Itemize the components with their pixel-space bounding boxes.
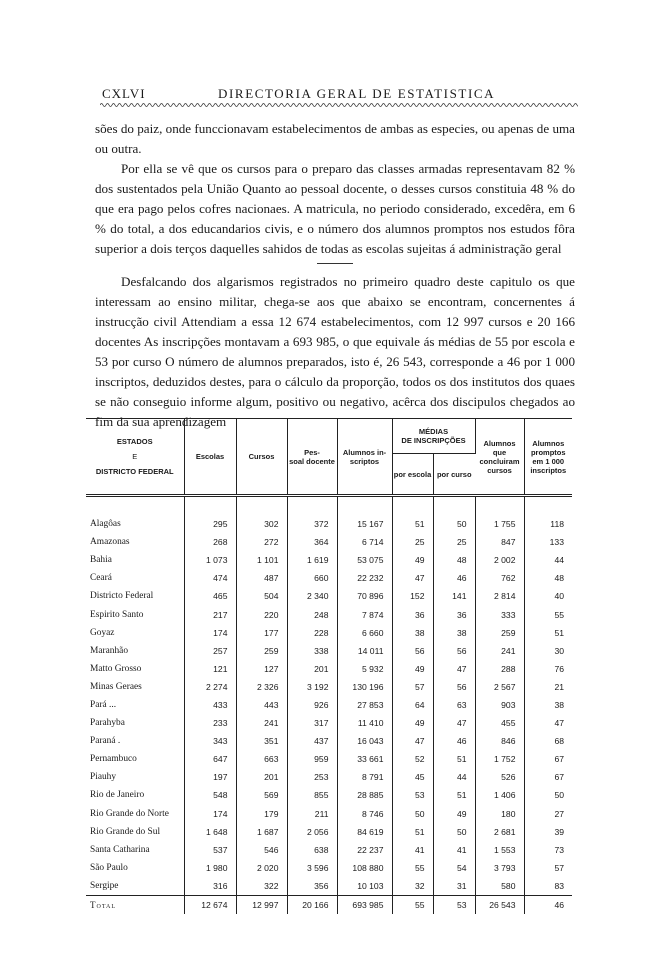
cell-por-escola: 55 (392, 859, 433, 877)
cell-docentes: 3 192 (287, 678, 337, 696)
table-body (86, 496, 572, 915)
cell-por-escola: 56 (392, 642, 433, 660)
cell-por-curso: 63 (433, 696, 475, 714)
cell-inscriptos: 5 932 (337, 660, 392, 678)
cell-state: Rio Grande do Norte (86, 805, 184, 823)
cell-state: Piauhy (86, 768, 184, 786)
cell-escolas: 1 980 (184, 859, 236, 877)
cell-docentes: 2 340 (287, 587, 337, 605)
cell-por-escola: 55 (392, 895, 433, 914)
table-row (86, 551, 572, 569)
cell-state: Maranhão (86, 642, 184, 660)
cell-state: Rio de Janeiro (86, 786, 184, 804)
table-row (86, 642, 572, 660)
cell-concluiram: 3 793 (475, 859, 524, 877)
table-row (86, 750, 572, 768)
table-row (86, 678, 572, 696)
table-row (86, 587, 572, 605)
cell-docentes: 855 (287, 786, 337, 804)
table-row (86, 841, 572, 859)
cell-por-escola: 49 (392, 714, 433, 732)
cell-docentes: 338 (287, 642, 337, 660)
cell-cursos: 351 (236, 732, 287, 750)
cell-escolas: 2 274 (184, 678, 236, 696)
paragraph: sões do paiz, onde funccionavam estabelecimentos de ambas as especies, ou apenas de uma ou outra. (95, 121, 575, 156)
cell-concluiram: 259 (475, 624, 524, 642)
cell-concluiram: 2 002 (475, 551, 524, 569)
cell-por-curso: 56 (433, 678, 475, 696)
cell-docentes: 1 619 (287, 551, 337, 569)
header-por-curso: por curso (433, 454, 475, 496)
cell-docentes: 660 (287, 569, 337, 587)
cell-state: São Paulo (86, 859, 184, 877)
cell-concluiram: 180 (475, 805, 524, 823)
cell-concluiram: 1 752 (475, 750, 524, 768)
statistics-table-wrapper (86, 418, 572, 914)
cell-por-curso: 56 (433, 642, 475, 660)
header-alumnos-inscriptos: Alumnos in- scriptos (337, 419, 392, 496)
cell-escolas: 537 (184, 841, 236, 859)
cell-inscriptos: 6 660 (337, 624, 392, 642)
table-row (86, 605, 572, 623)
cell-por-curso: 53 (433, 895, 475, 914)
cell-escolas: 433 (184, 696, 236, 714)
cell-escolas: 316 (184, 877, 236, 896)
cell-por-mil: 21 (554, 681, 564, 692)
statistics-table (86, 418, 572, 914)
cell-por-curso: 38 (433, 624, 475, 642)
cell-concluiram: 2 681 (475, 823, 524, 841)
cell-inscriptos: 70 896 (337, 587, 392, 605)
table-row (86, 877, 572, 896)
table-row (86, 696, 572, 714)
cell-por-curso: 51 (433, 750, 475, 768)
cell-por-escola: 25 (392, 533, 433, 551)
cell-por-mil: 68 (554, 736, 564, 747)
cell-cursos: 12 997 (236, 895, 287, 914)
cell-state: Bahia (86, 551, 184, 569)
cell-por-escola: 49 (392, 660, 433, 678)
cell-por-mil: 133 (549, 537, 564, 548)
cell-por-escola: 50 (392, 805, 433, 823)
cell-state: Sergipe (86, 877, 184, 896)
cell-concluiram: 846 (475, 732, 524, 750)
cell-cursos: 487 (236, 569, 287, 587)
cell-por-escola: 36 (392, 605, 433, 623)
cell-docentes: 437 (287, 732, 337, 750)
cell-docentes: 248 (287, 605, 337, 623)
cell-concluiram: 847 (475, 533, 524, 551)
cell-state: Pernambuco (86, 750, 184, 768)
cell-inscriptos: 33 661 (337, 750, 392, 768)
cell-concluiram: 1 553 (475, 841, 524, 859)
cell-docentes: 364 (287, 533, 337, 551)
cell-por-mil: 55 (554, 609, 564, 620)
header-estados-line: ESTADOS (116, 437, 153, 446)
cell-cursos: 2 020 (236, 859, 287, 877)
cell-por-mil: 73 (554, 844, 564, 855)
cell-inscriptos: 22 232 (337, 569, 392, 587)
paragraph: Desfalcando dos algarismos registrados no primeiro quadro deste capitulo os que interessam ao ensino militar, chega-se aos que abaixo se encontram, concernentes á instrucção civil Attendiam a essa 12 674 estabelecimentos, com 12 997 cursos e 20 166 docentes As inscripções montavam a 693 985, o que equivale ás médias de 55 por escola e 53 por curso O número de alumnos preparados, isto é, 26 543, corresponde a 46 por 1 000 inscriptos, deduzidos destes, para o cálculo da proporção, todos os dos institutos dos quaes se não conseguio informe algum, positivo ou negativo, acêrca dos discipulos chegados ao fim da sua aprendizagem (95, 274, 575, 429)
cell-por-escola: 152 (392, 587, 433, 605)
table-row (86, 768, 572, 786)
cell-state: Matto Grosso (86, 660, 184, 678)
cell-por-escola: 47 (392, 569, 433, 587)
cell-concluiram: 1 755 (475, 515, 524, 533)
cell-state: Districto Federal (86, 587, 184, 605)
cell-inscriptos: 11 410 (337, 714, 392, 732)
cell-docentes: 201 (287, 660, 337, 678)
cell-state: Total (86, 895, 184, 914)
cell-cursos: 569 (236, 786, 287, 804)
cell-por-mil: 51 (554, 627, 564, 638)
cell-docentes: 211 (287, 805, 337, 823)
cell-cursos: 504 (236, 587, 287, 605)
total-row (86, 895, 572, 914)
cell-por-escola: 41 (392, 841, 433, 859)
cell-escolas: 233 (184, 714, 236, 732)
cell-state: Espirito Santo (86, 605, 184, 623)
cell-docentes: 638 (287, 841, 337, 859)
cell-docentes: 926 (287, 696, 337, 714)
cell-concluiram: 2 814 (475, 587, 524, 605)
cell-por-mil: 76 (554, 663, 564, 674)
cell-escolas: 121 (184, 660, 236, 678)
cell-inscriptos: 28 885 (337, 786, 392, 804)
cell-cursos: 1 687 (236, 823, 287, 841)
body-text (95, 119, 575, 432)
cell-state: Alagôas (86, 515, 184, 533)
header-cursos: Cursos (236, 419, 287, 496)
cell-inscriptos: 53 075 (337, 551, 392, 569)
cell-concluiram: 762 (475, 569, 524, 587)
cell-escolas: 343 (184, 732, 236, 750)
cell-por-curso: 25 (433, 533, 475, 551)
header-medias: MÉDIAS DE INSCRIPÇÕES (392, 419, 475, 454)
cell-concluiram: 241 (475, 642, 524, 660)
cell-por-mil: 50 (554, 790, 564, 801)
cell-por-curso: 50 (433, 515, 475, 533)
page-header (100, 86, 578, 102)
table-row (86, 805, 572, 823)
cell-escolas: 465 (184, 587, 236, 605)
cell-state: Paraná . (86, 732, 184, 750)
cell-por-escola: 51 (392, 823, 433, 841)
cell-concluiram: 455 (475, 714, 524, 732)
table-row (86, 714, 572, 732)
cell-inscriptos: 27 853 (337, 696, 392, 714)
cell-por-mil: 47 (554, 718, 564, 729)
cell-cursos: 663 (236, 750, 287, 768)
cell-por-curso: 141 (433, 587, 475, 605)
cell-por-curso: 44 (433, 768, 475, 786)
cell-cursos: 272 (236, 533, 287, 551)
cell-por-curso: 47 (433, 660, 475, 678)
cell-por-mil: 118 (550, 519, 564, 530)
cell-por-curso: 50 (433, 823, 475, 841)
cell-por-curso: 36 (433, 605, 475, 623)
cell-escolas: 295 (184, 515, 236, 533)
paragraph: Por ella se vê que os cursos para o preparo das classes armadas representavam 82 % dos sustentados pela União Quanto ao pessoal docente, o desses cursos constituia 48 % do que era pago pelos cofres nacionaes. A matricula, no periodo considerado, excedêra, em 6 % do total, a dos educandarios civis, e o número dos alumnos promptos nos estudos fôra superior a dois terços daquelles sahidos de todas as escolas sujeitas á administração geral (95, 161, 575, 256)
cell-por-mil: 40 (554, 591, 564, 602)
cell-inscriptos: 15 167 (337, 515, 392, 533)
cell-inscriptos: 108 880 (337, 859, 392, 877)
cell-concluiram: 903 (475, 696, 524, 714)
cell-state: Rio Grande do Sul (86, 823, 184, 841)
cell-cursos: 201 (236, 768, 287, 786)
cell-docentes: 2 056 (287, 823, 337, 841)
cell-por-curso: 49 (433, 805, 475, 823)
cell-cursos: 127 (236, 660, 287, 678)
cell-por-escola: 38 (392, 624, 433, 642)
header-concluiram: Alumnos que concluiram cursos (475, 419, 524, 496)
cell-por-curso: 47 (433, 714, 475, 732)
cell-escolas: 647 (184, 750, 236, 768)
cell-cursos: 443 (236, 696, 287, 714)
cell-cursos: 2 326 (236, 678, 287, 696)
cell-por-escola: 49 (392, 551, 433, 569)
cell-cursos: 322 (236, 877, 287, 896)
cell-concluiram: 526 (475, 768, 524, 786)
cell-por-mil: 57 (554, 862, 564, 873)
cell-state: Pará ... (86, 696, 184, 714)
cell-por-escola: 47 (392, 732, 433, 750)
cell-por-curso: 51 (433, 786, 475, 804)
cell-inscriptos: 84 619 (337, 823, 392, 841)
cell-por-mil: 67 (554, 754, 564, 765)
cell-por-curso: 48 (433, 551, 475, 569)
header-escolas: Escolas (184, 419, 236, 496)
cell-por-escola: 52 (392, 750, 433, 768)
cell-por-mil: 44 (554, 555, 564, 566)
cell-cursos: 241 (236, 714, 287, 732)
cell-state: Santa Catharina (86, 841, 184, 859)
cell-docentes: 959 (287, 750, 337, 768)
table-row (86, 859, 572, 877)
cell-inscriptos: 6 714 (337, 533, 392, 551)
table-row (86, 823, 572, 841)
cell-escolas: 257 (184, 642, 236, 660)
table-row (86, 569, 572, 587)
cell-inscriptos: 7 874 (337, 605, 392, 623)
cell-cursos: 220 (236, 605, 287, 623)
cell-por-curso: 54 (433, 859, 475, 877)
running-title: DIRECTORIA GERAL DE ESTATISTICA (218, 86, 496, 101)
cell-por-curso: 31 (433, 877, 475, 896)
header-promptos: Alumnos promptos em 1 000 inscriptos (530, 438, 567, 475)
cell-inscriptos: 22 237 (337, 841, 392, 859)
table-row (86, 660, 572, 678)
table-row (86, 732, 572, 750)
cell-concluiram: 1 406 (475, 786, 524, 804)
cell-concluiram: 2 567 (475, 678, 524, 696)
cell-concluiram: 580 (475, 877, 524, 896)
cell-concluiram: 26 543 (475, 895, 524, 914)
cell-state: Amazonas (86, 533, 184, 551)
header-pessoal-docente: Pes- soal docente (287, 419, 337, 496)
cell-por-mil: 46 (524, 895, 572, 914)
cell-por-mil: 27 (554, 808, 564, 819)
cell-concluiram: 288 (475, 660, 524, 678)
cell-por-mil: 38 (554, 699, 564, 710)
cell-por-curso: 41 (433, 841, 475, 859)
cell-inscriptos: 130 196 (337, 678, 392, 696)
cell-por-escola: 53 (392, 786, 433, 804)
cell-por-mil: 83 (554, 880, 564, 891)
section-separator (317, 263, 353, 264)
cell-cursos: 179 (236, 805, 287, 823)
cell-escolas: 174 (184, 805, 236, 823)
cell-state: Minas Geraes (86, 678, 184, 696)
cell-por-escola: 32 (392, 877, 433, 896)
cell-por-mil: 39 (554, 826, 564, 837)
cell-docentes: 3 596 (287, 859, 337, 877)
cell-escolas: 474 (184, 569, 236, 587)
cell-docentes: 372 (287, 515, 337, 533)
header-estados-line: DISTRICTO FEDERAL (95, 467, 174, 476)
cell-cursos: 177 (236, 624, 287, 642)
page-folio: CXLVI (102, 86, 146, 101)
cell-inscriptos: 10 103 (337, 877, 392, 896)
table-row (86, 533, 572, 551)
cell-cursos: 1 101 (236, 551, 287, 569)
cell-inscriptos: 8 746 (337, 805, 392, 823)
cell-escolas: 197 (184, 768, 236, 786)
header-estados (86, 419, 184, 496)
cell-por-curso: 46 (433, 569, 475, 587)
cell-state: Goyaz (86, 624, 184, 642)
cell-inscriptos: 14 011 (337, 642, 392, 660)
cell-docentes: 356 (287, 877, 337, 896)
cell-por-mil: 48 (554, 573, 564, 584)
wavy-rule (100, 101, 578, 109)
cell-por-escola: 57 (392, 678, 433, 696)
cell-cursos: 546 (236, 841, 287, 859)
cell-cursos: 302 (236, 515, 287, 533)
cell-por-escola: 51 (392, 515, 433, 533)
cell-docentes: 228 (287, 624, 337, 642)
cell-por-mil: 67 (554, 772, 564, 783)
cell-concluiram: 333 (475, 605, 524, 623)
cell-por-curso: 46 (433, 732, 475, 750)
table-row (86, 624, 572, 642)
cell-state: Ceará (86, 569, 184, 587)
cell-inscriptos: 8 791 (337, 768, 392, 786)
cell-inscriptos: 16 043 (337, 732, 392, 750)
cell-docentes: 317 (287, 714, 337, 732)
cell-escolas: 1 073 (184, 551, 236, 569)
cell-docentes: 20 166 (287, 895, 337, 914)
cell-por-escola: 45 (392, 768, 433, 786)
cell-escolas: 548 (184, 786, 236, 804)
cell-escolas: 174 (184, 624, 236, 642)
table-row (86, 786, 572, 804)
cell-inscriptos: 693 985 (337, 895, 392, 914)
cell-escolas: 1 648 (184, 823, 236, 841)
cell-escolas: 268 (184, 533, 236, 551)
cell-por-mil: 30 (554, 645, 564, 656)
cell-por-escola: 64 (392, 696, 433, 714)
cell-escolas: 12 674 (184, 895, 236, 914)
cell-state: Parahyba (86, 714, 184, 732)
table-row (86, 515, 572, 533)
cell-escolas: 217 (184, 605, 236, 623)
header-estados-line: E (132, 452, 138, 461)
cell-cursos: 259 (236, 642, 287, 660)
header-por-escola: por escola (392, 454, 433, 496)
cell-docentes: 253 (287, 768, 337, 786)
